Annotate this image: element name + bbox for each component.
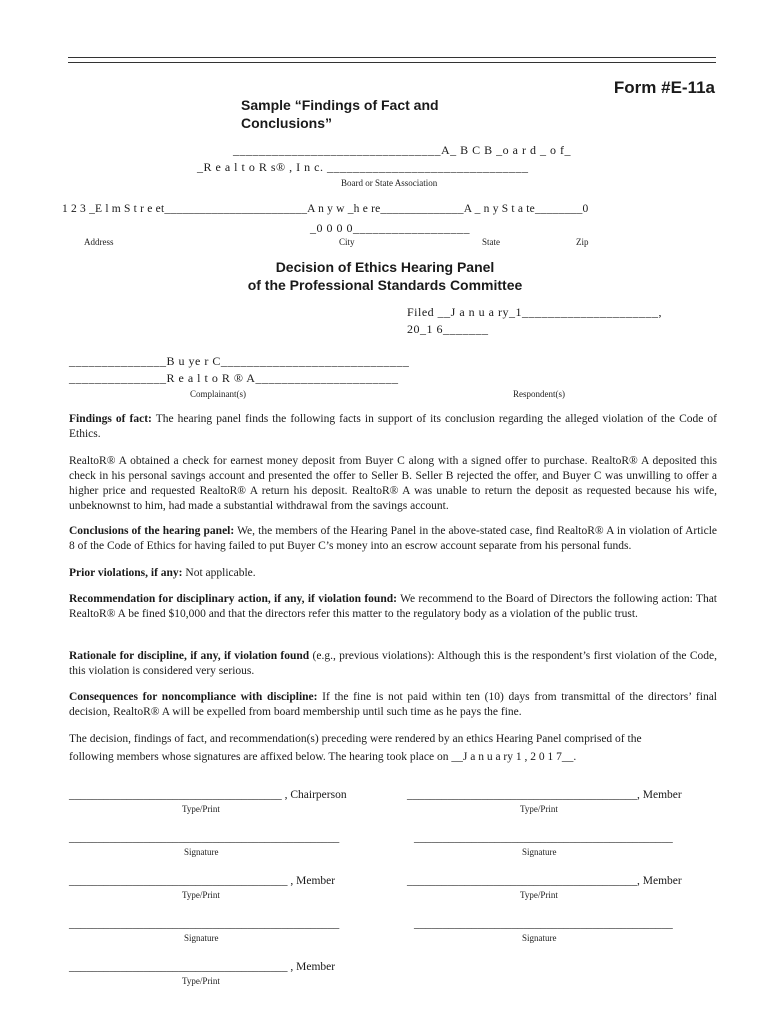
- signature-caption-1: Signature: [184, 847, 219, 857]
- member-line-2-right[interactable]: ________________________________________, Member: [407, 875, 682, 887]
- caption-city: City: [339, 237, 355, 247]
- sample-title-line2: Conclusions”: [241, 115, 333, 131]
- recommendation-text: We recommend to the Board of Directors the following action: That RealtoR® A be fined $10,000 and that the directors refer this matter to the regulatory body as a violation of the public trust.: [69, 593, 718, 620]
- sample-title-line1: Sample “Findings of Fact and: [241, 97, 439, 113]
- decision-title: [0, 258, 770, 294]
- type-print-caption-5: Type/Print: [182, 976, 220, 986]
- top-rule-2: [68, 62, 716, 63]
- consequences-label: Consequences for noncompliance with discipline:: [69, 691, 318, 703]
- recommendation-paragraph: [69, 592, 717, 622]
- chairperson-line[interactable]: _____________________________________ , Chairperson: [69, 789, 347, 801]
- member-line-1-right[interactable]: ________________________________________, Member: [407, 789, 682, 801]
- consequences-paragraph: [69, 690, 717, 720]
- signature-line-1-left[interactable]: _______________________________________________: [69, 832, 340, 844]
- decision-title-line1: Decision of Ethics Hearing Panel: [275, 259, 495, 275]
- decision-title-line2: of the Professional Standards Committee: [247, 277, 523, 293]
- caption-respondent: Respondent(s): [513, 389, 565, 399]
- rationale-label: Rationale for discipline, if any, if violation found: [69, 650, 310, 662]
- conclusions-text: We, the members of the Hearing Panel in the above-stated case, find RealtoR® A in violation of Article 8 of the Code of Ethics for having failed to put Buyer C’s money into an escrow account separate from his personal funds.: [69, 525, 717, 552]
- signature-caption-4: Signature: [522, 933, 557, 943]
- closing-paragraph: [69, 732, 717, 765]
- form-number: Form #E-11a: [613, 78, 715, 97]
- top-rule-1: [68, 57, 716, 58]
- prior-paragraph: [69, 566, 717, 581]
- filed-line[interactable]: Filed __J a n u a ry_1_____________________,: [407, 305, 662, 319]
- signature-line-1-right[interactable]: _____________________________________________: [414, 832, 673, 844]
- caption-complainant: Complainant(s): [190, 389, 246, 399]
- findings-label: Findings of fact:: [69, 413, 152, 425]
- year-line[interactable]: 20_1 6_______: [407, 322, 489, 336]
- type-print-caption-1: Type/Print: [182, 804, 220, 814]
- signature-line-2-right[interactable]: _____________________________________________: [414, 918, 673, 930]
- rationale-paragraph: [69, 649, 717, 679]
- association-line-1[interactable]: ________________________________A_ B C B _o a r d _ o f_: [233, 143, 571, 157]
- address-line[interactable]: 1 2 3 _E l m S t r e et________________________A n y w _h e re______________A _ n y S t a te________0: [62, 203, 589, 215]
- signature-line-2-left[interactable]: _______________________________________________: [69, 918, 340, 930]
- findings-paragraph: [69, 412, 717, 442]
- signature-caption-3: Signature: [184, 933, 219, 943]
- member-line-2-left[interactable]: ______________________________________ , Member: [69, 875, 336, 887]
- conclusions-label: Conclusions of the hearing panel:: [69, 525, 235, 537]
- caption-state: State: [482, 237, 500, 247]
- prior-label: Prior violations, if any:: [69, 567, 183, 579]
- zip-line[interactable]: _0 0 0 0__________________: [310, 221, 470, 235]
- association-line-2[interactable]: _R e a l t o R s® , I n c. _______________________________: [197, 160, 529, 174]
- caption-zip: Zip: [576, 237, 589, 247]
- caption-address: Address: [84, 237, 114, 247]
- conclusions-paragraph: [69, 524, 717, 554]
- rationale-paren: (e.g., previous violations):: [312, 650, 435, 662]
- closing-text-1: The decision, findings of fact, and recommendation(s) preceding were rendered by an ethics Hearing Panel comprised of the: [69, 733, 642, 745]
- type-print-caption-2: Type/Print: [520, 804, 558, 814]
- closing-text-2[interactable]: following members whose signatures are affixed below. The hearing took place on __J a n u a ry 1 , 2 0 1 7__.: [69, 751, 577, 763]
- consequences-text: If the fine is not paid within ten (10) days from transmittal of the directors’ final decision, RealtoR® A will be expelled from board membership until such time as he pays the fine.: [69, 691, 717, 718]
- rationale-text: Although this is the respondent’s first violation of the Code, this violation is considered very serious.: [69, 650, 717, 677]
- respondent-line[interactable]: _______________R e a l t o R ® A______________________: [69, 371, 399, 385]
- narrative-paragraph: RealtoR® A obtained a check for earnest money deposit from Buyer C along with a signed offer to purchase. RealtoR® A deposited this check in his personal savings account and presented the offer to Seller B. Seller B rejected the offer, and Buyer C was unwilling to offer a higher price and requested RealtoR® A return his deposit. RealtoR® A was unable to return the deposit as requested because his wife, unbeknownst to him, had made a substantial withdrawal from the savings account.: [69, 455, 717, 512]
- association-caption: Board or State Association: [341, 178, 438, 188]
- signature-caption-2: Signature: [522, 847, 557, 857]
- member-line-3-left[interactable]: ______________________________________ , Member: [69, 961, 336, 973]
- sample-title: [241, 96, 501, 132]
- recommendation-label: Recommendation for disciplinary action, if any, if violation found:: [69, 593, 397, 605]
- type-print-caption-4: Type/Print: [520, 890, 558, 900]
- complainant-line[interactable]: _______________B u ye r C_____________________________: [69, 354, 410, 368]
- type-print-caption-3: Type/Print: [182, 890, 220, 900]
- findings-text: The hearing panel finds the following facts in support of its conclusion regarding the alleged violation of the Code of Ethics.: [69, 413, 718, 440]
- prior-text: Not applicable.: [185, 567, 256, 579]
